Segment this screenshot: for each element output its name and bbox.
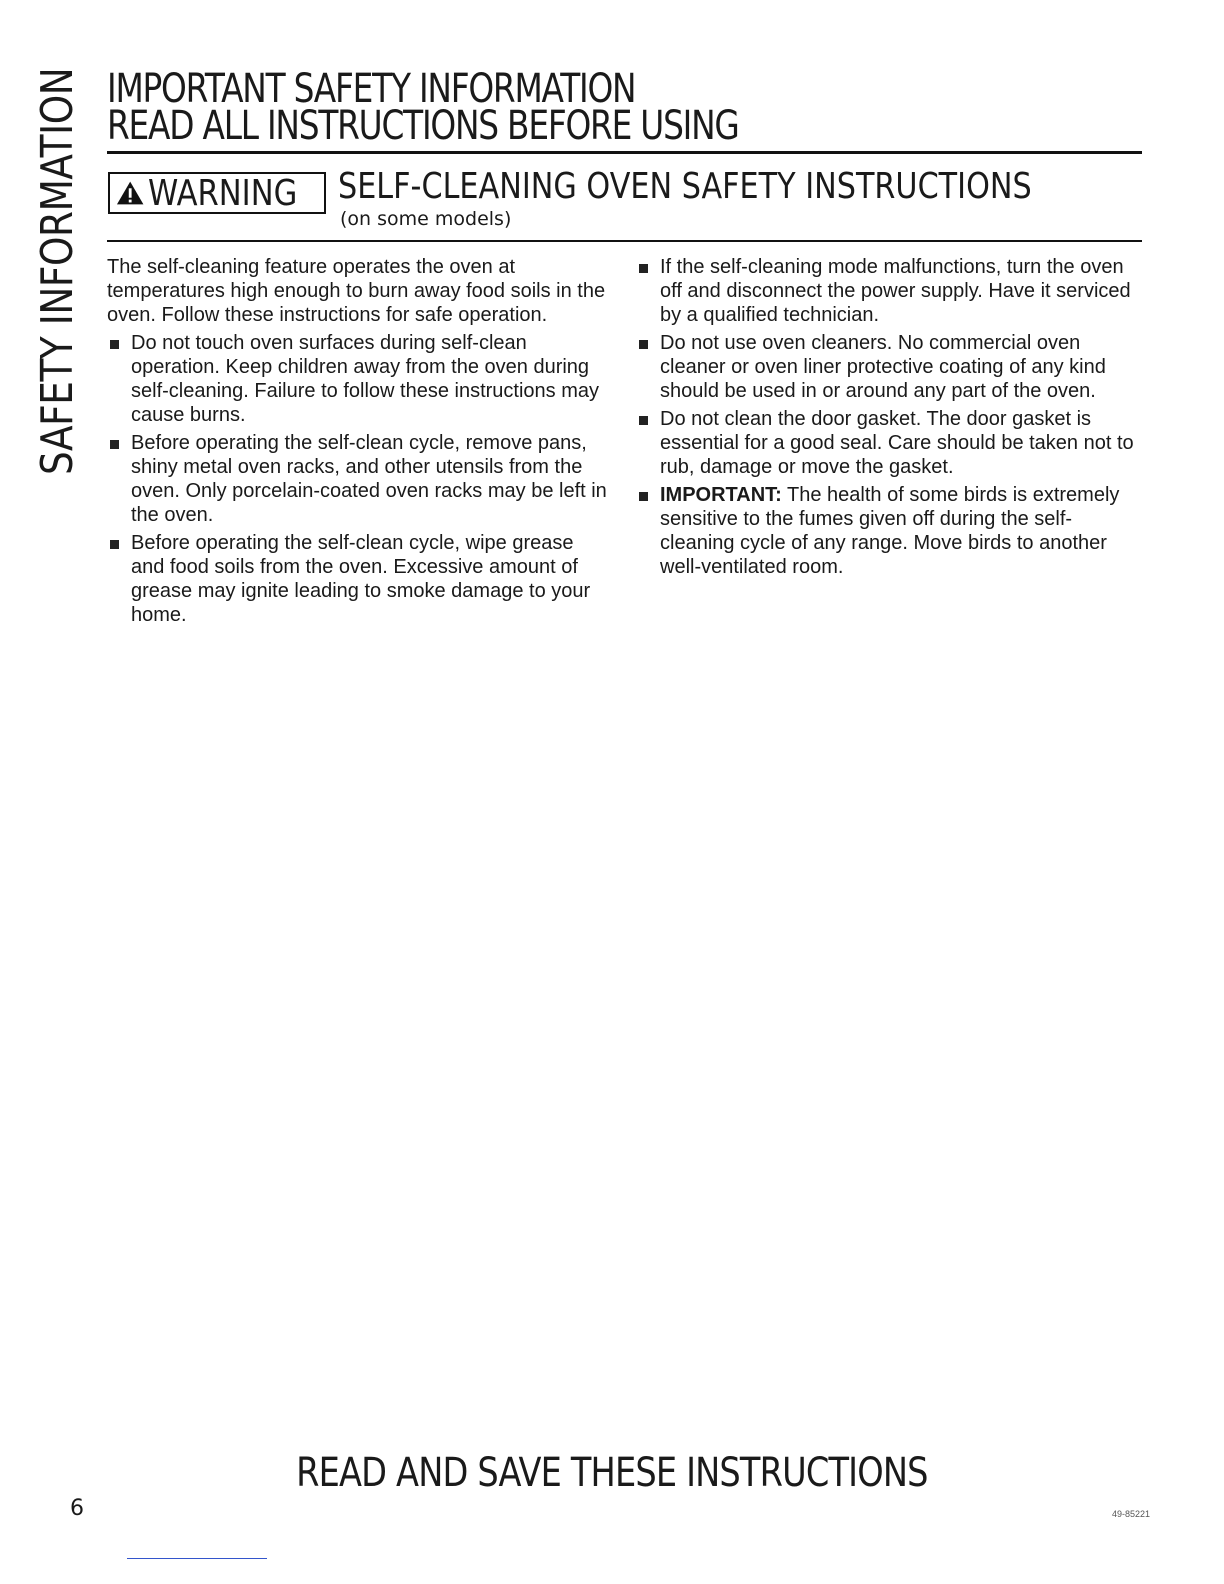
section-note: (on some models) xyxy=(340,208,512,230)
bullet-icon xyxy=(110,540,119,549)
side-section-label: SAFETY INFORMATION xyxy=(32,67,83,476)
list-item: Do not use oven cleaners. No commercial oven cleaner or oven liner protective coating of any kind should be used in or around any part of the oven. xyxy=(636,331,1141,403)
warning-label: WARNING xyxy=(148,172,298,214)
bullet-icon xyxy=(110,340,119,349)
list-item: IMPORTANT: The health of some birds is extremely sensitive to the fumes given off during the self-cleaning cycle of any range. Move birds to another well-ventilated room. xyxy=(636,483,1141,579)
left-column xyxy=(107,255,612,631)
header-title-line2: READ ALL INSTRUCTIONS BEFORE USING xyxy=(107,103,739,149)
list-item: Do not touch oven surfaces during self-clean operation. Keep children away from the oven during self-cleaning. Failure to follow these instructions may cause burns. xyxy=(107,331,612,427)
list-item: Before operating the self-clean cycle, remove pans, shiny metal oven racks, and other utensils from the oven. Only porcelain-coated oven racks may be left in the oven. xyxy=(107,431,612,527)
intro-paragraph: The self-cleaning feature operates the oven at temperatures high enough to burn away food soils in the oven. Follow these instructions for safe operation. xyxy=(107,256,606,326)
page-number: 6 xyxy=(70,1496,84,1521)
section-divider xyxy=(107,240,1142,242)
bullet-icon xyxy=(639,340,648,349)
list-item: Before operating the self-clean cycle, wipe grease and food soils from the oven. Excessive amount of grease may ignite leading to smoke damage to your home. xyxy=(107,531,612,627)
decorative-line xyxy=(127,1558,267,1559)
right-column xyxy=(636,255,1141,583)
list-item: If the self-cleaning mode malfunctions, turn the oven off and disconnect the power supply. Have it serviced by a qualified technician. xyxy=(636,255,1141,327)
bullet-icon xyxy=(639,492,648,501)
warning-badge xyxy=(108,172,326,214)
important-label: IMPORTANT: xyxy=(660,484,782,506)
section-title: SELF-CLEANING OVEN SAFETY INSTRUCTIONS xyxy=(338,166,1032,207)
bullet-icon xyxy=(639,416,648,425)
warning-triangle-icon xyxy=(116,179,144,207)
bullet-icon xyxy=(110,440,119,449)
document-number: 49-85221 xyxy=(1112,1509,1151,1519)
list-item: Do not clean the door gasket. The door gasket is essential for a good seal. Care should be taken not to rub, damage or move the gasket. xyxy=(636,407,1141,479)
bullet-icon xyxy=(639,264,648,273)
header-title-line1: IMPORTANT SAFETY INFORMATION xyxy=(107,66,636,112)
footer-title: READ AND SAVE THESE INSTRUCTIONS xyxy=(296,1450,928,1496)
header-divider xyxy=(107,151,1142,154)
